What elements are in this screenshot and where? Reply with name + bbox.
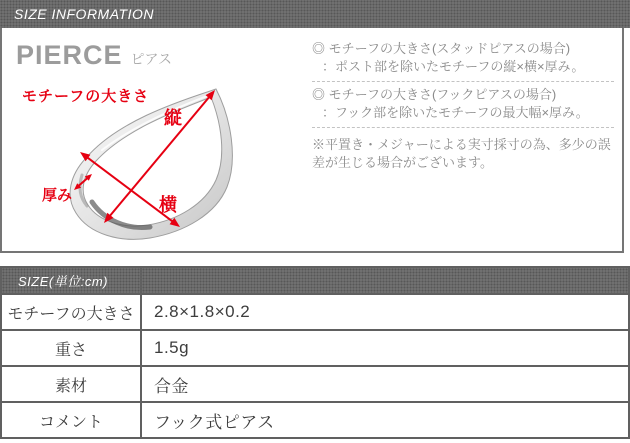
note-stud-pierce xyxy=(312,40,614,82)
double-circle-icon: ◎ xyxy=(312,41,329,56)
thickness-label: 厚み xyxy=(42,187,73,204)
row-label: 重さ xyxy=(1,330,141,366)
note-hook-title: モチーフの大きさ(フックピアスの場合) xyxy=(328,86,557,102)
height-label: 縦 xyxy=(164,108,182,128)
size-table-header-row xyxy=(1,267,629,294)
row-label: 素材 xyxy=(1,366,141,402)
product-heading-jp: ピアス xyxy=(130,51,172,67)
table-row-material xyxy=(1,366,629,402)
row-value: 合金 xyxy=(141,366,629,402)
note-hook-desc: ：フック部を除いたモチーフの最大幅×厚み。 xyxy=(322,105,589,121)
table-row-comment xyxy=(1,402,629,438)
section-title: SIZE INFORMATION xyxy=(14,6,154,22)
note-stud-title-line xyxy=(312,40,614,58)
row-value: 2.8×1.8×0.2 xyxy=(141,294,629,330)
row-value: フック式ピアス xyxy=(141,402,629,438)
product-heading-en: PIERCE xyxy=(16,40,123,70)
table-row-weight xyxy=(1,330,629,366)
measurement-notes xyxy=(312,40,614,173)
double-circle-icon: ◎ xyxy=(312,86,329,102)
teardrop-hoop-icon xyxy=(70,89,232,239)
note-stud-title: モチーフの大きさ(スタッドピアスの場合) xyxy=(328,41,571,56)
note-stud-desc: ：ポスト部を除いたモチーフの縦×横×厚み。 xyxy=(322,59,585,75)
row-value: 1.5g xyxy=(141,330,629,366)
motif-size-caption: モチーフの大きさ xyxy=(22,88,150,105)
width-label: 横 xyxy=(159,195,177,215)
earring-diagram-icon xyxy=(42,80,247,245)
note-hook-title-line xyxy=(312,86,614,104)
size-spec-table xyxy=(0,266,630,439)
pierce-info-panel xyxy=(0,28,624,253)
size-table-header-spacer xyxy=(141,267,629,294)
row-label: コメント xyxy=(1,402,141,438)
size-table-header: SIZE(単位:cm) xyxy=(1,267,141,294)
note-hook-pierce xyxy=(312,86,614,128)
row-label: モチーフの大きさ xyxy=(1,294,141,330)
measurement-disclaimer: ※平置き・メジャーによる実寸採寸の為、多少の誤差が生じる場合がございます。 xyxy=(312,136,611,171)
table-row-motif-size xyxy=(1,294,629,330)
product-heading xyxy=(16,40,172,71)
section-title-bar xyxy=(0,0,630,28)
